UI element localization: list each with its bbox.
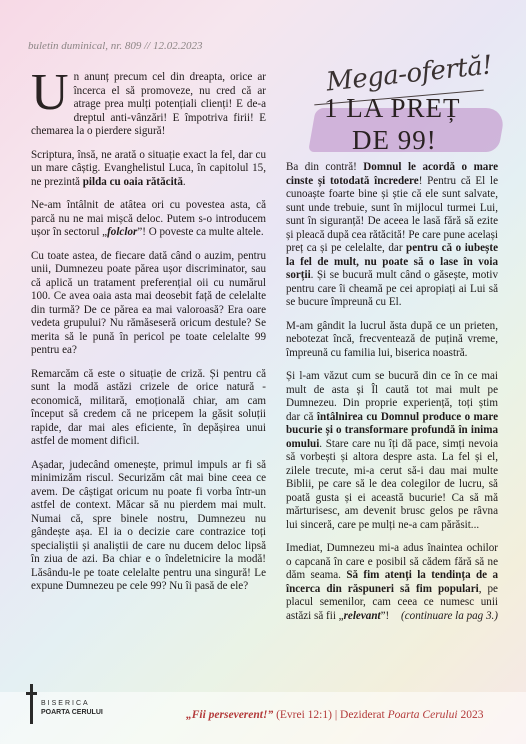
paragraph-text: . Stare care nu îți dă pace, simți nevoia să vorbești și altora despre asta. La fel și el, zilele trecute, mi-a cerut să-i dau mai multe Biblii, pe care să le dea colegilor de lucru, să poată gusta și ei această bucurie! Ca să mă mărturisesc, am devenit brusc gelos pe râvna lui sinceră, care pe mulți ne-a cam părăsit... — [286, 437, 498, 531]
right-column — [286, 161, 498, 623]
footer-quote: „Fii perseverent!” — [186, 709, 274, 721]
paragraph-text: n anunț precum cel din dreapta, orice ar încerca el să promoveze, nu cred că ar atrage prea mulți potențiali clienți! E de-a dreptul anti-vânzări! E împotriva firii! E chemarea la o pierdere sigură! — [31, 71, 266, 137]
paragraph-text: Scriptura, însă, ne arată o situație exact la fel, dar cu un mare câștig. Evanghelistul Luca, în capitolul 15, ne prezintă — [31, 148, 266, 188]
footer-year: 2023 — [457, 709, 484, 721]
paragraph — [31, 64, 266, 139]
footer-reference: (Evrei 12:1) | Deziderat — [273, 709, 388, 721]
paragraph-text: Și l-am văzut cum se bucură din ce în ce mai mult de asta și Îl caută tot mai mult pe Dumnezeu. Din proprie experiență, toți știm dar că — [286, 370, 498, 423]
paragraph: Cu toate astea, de fiecare dată când o auzim, pentru unii, Dumnezeu poate părea ușor discriminator, sau că aplică un tratament preferențial oii cu numărul 100. Ce avea oaia asta mai deosebit față de celelalte din turmă? De ce părea ea mai valoroasă? Era oare vedeta grupului? Nu rămăseseră oricum destule? Se merita să le pună în pericol pe toate celelalte 99 pentru ea? — [31, 249, 266, 356]
paragraph-text: Imediat, Dumnezeu mi-a adus înaintea ochilor o capcană în care e posibil să cădem fără să ne dăm seama. — [286, 542, 498, 581]
footer-motto — [186, 709, 483, 721]
paragraph-text: Ba din contră! — [286, 161, 364, 173]
offer-line-1: 1 LA PREȚ — [324, 93, 461, 123]
offer-line-2: DE 99! — [352, 125, 437, 155]
paragraph-text: ”! O poveste ca multe altele. — [137, 226, 264, 238]
paragraph-text: ”! — [380, 609, 390, 622]
emphasis: pilda cu oaia rătăcită — [82, 175, 183, 188]
paragraph-text: ! Pentru că El le cunoaște foarte bine și știe că ele sunt salvate, sunt unde trebuie, sunt în mijlocul turmei Lui, sunt în siguranță! De aceea le lasă fără să ezite și pleacă după cea rătăcită! Pe care pune același preț ca și pe celelalte, dar — [286, 174, 498, 254]
paragraph — [286, 542, 498, 623]
emphasis: întâlnirea cu Domnul produce o mare bucurie și o transformare profundă în inima omului — [286, 410, 498, 450]
emphasis: Domnul le acordă o mare cinste și totodată încredere — [286, 161, 498, 187]
logo-text-2: POARTA CERULUI — [41, 709, 103, 716]
paragraph: Remarcăm că este o situație de criză. Și pentru că sunt la modă astăzi crizele de orice natură - economică, militară, emoțională chiar, am cam început să credem că ne pricepem la găsit soluții rapide, dar mai ales eficiente, în depășirea unui astfel de moment dificil. — [31, 367, 266, 447]
paragraph — [31, 149, 266, 190]
paragraph-text: , pe placul semenilor, cam ceea ce numesc unii astăzi să fii „ — [286, 582, 498, 622]
continued-note: (continuare la pag 3.) — [401, 609, 498, 622]
emphasis: pentru că o iubește la fel de mult, nu poate să o lase în voia sorții — [286, 242, 498, 281]
paragraph — [31, 199, 266, 240]
bulletin-header: buletin duminical, nr. 809 // 12.02.2023 — [28, 40, 203, 52]
paragraph-text: . — [182, 175, 186, 188]
paragraph: Așadar, judecând omenește, primul impuls ar fi să minimizăm riscul. Securizăm cât mai bine ceea ce avem. De câștigat oricum nu poate fi vorba într-un astfel de context. Măcar să nu pierdem mai mult. Numai că, spre binele nostru, Dumnezeu nu gândește așa. El ia o decizie care contrazice toți specialiștii și analiștii de care nu ducem deloc lipsă în ziua de azi. Ba chiar e o îndeletnicire la modă! Lăsându-le pe toate celelalte pentru una singură! Le expune Dumnezeu pe cele 99? Nu îi pasă de ele? — [31, 458, 266, 592]
drop-cap: U — [31, 64, 69, 121]
paragraph: M-am gândit la lucrul ăsta după ce un prieten, nebotezat încă, frecventează de puțină vreme, împreună cu familia lui, biserica noastră. — [286, 319, 498, 359]
paragraph-text: . Și se bucură mult când o găsește, motiv pentru care îi cheamă pe cei apropiați ai Lui să se bucure împreună cu El. — [286, 269, 498, 308]
left-column — [31, 64, 266, 604]
offer-script-title: Mega-ofertă! — [324, 50, 494, 98]
emphasis: folclor — [107, 226, 138, 238]
paragraph-text: Ne-am întâlnit de atâtea ori cu povestea asta, că parcă nu ne mai mișcă deloc. Putem s-o introducem ușor în sectorul „ — [31, 199, 266, 238]
emphasis: relevant — [343, 609, 381, 622]
church-logo — [26, 684, 126, 730]
emphasis: Să fim atenți la tendința de a încerca din răspuneri să fim populari — [286, 569, 499, 595]
paragraph — [286, 370, 498, 532]
cross-icon — [26, 684, 36, 724]
footer-church: Poarta Cerului — [387, 709, 458, 721]
paragraph — [286, 161, 498, 310]
logo-text-1: BISERICA — [41, 700, 90, 707]
